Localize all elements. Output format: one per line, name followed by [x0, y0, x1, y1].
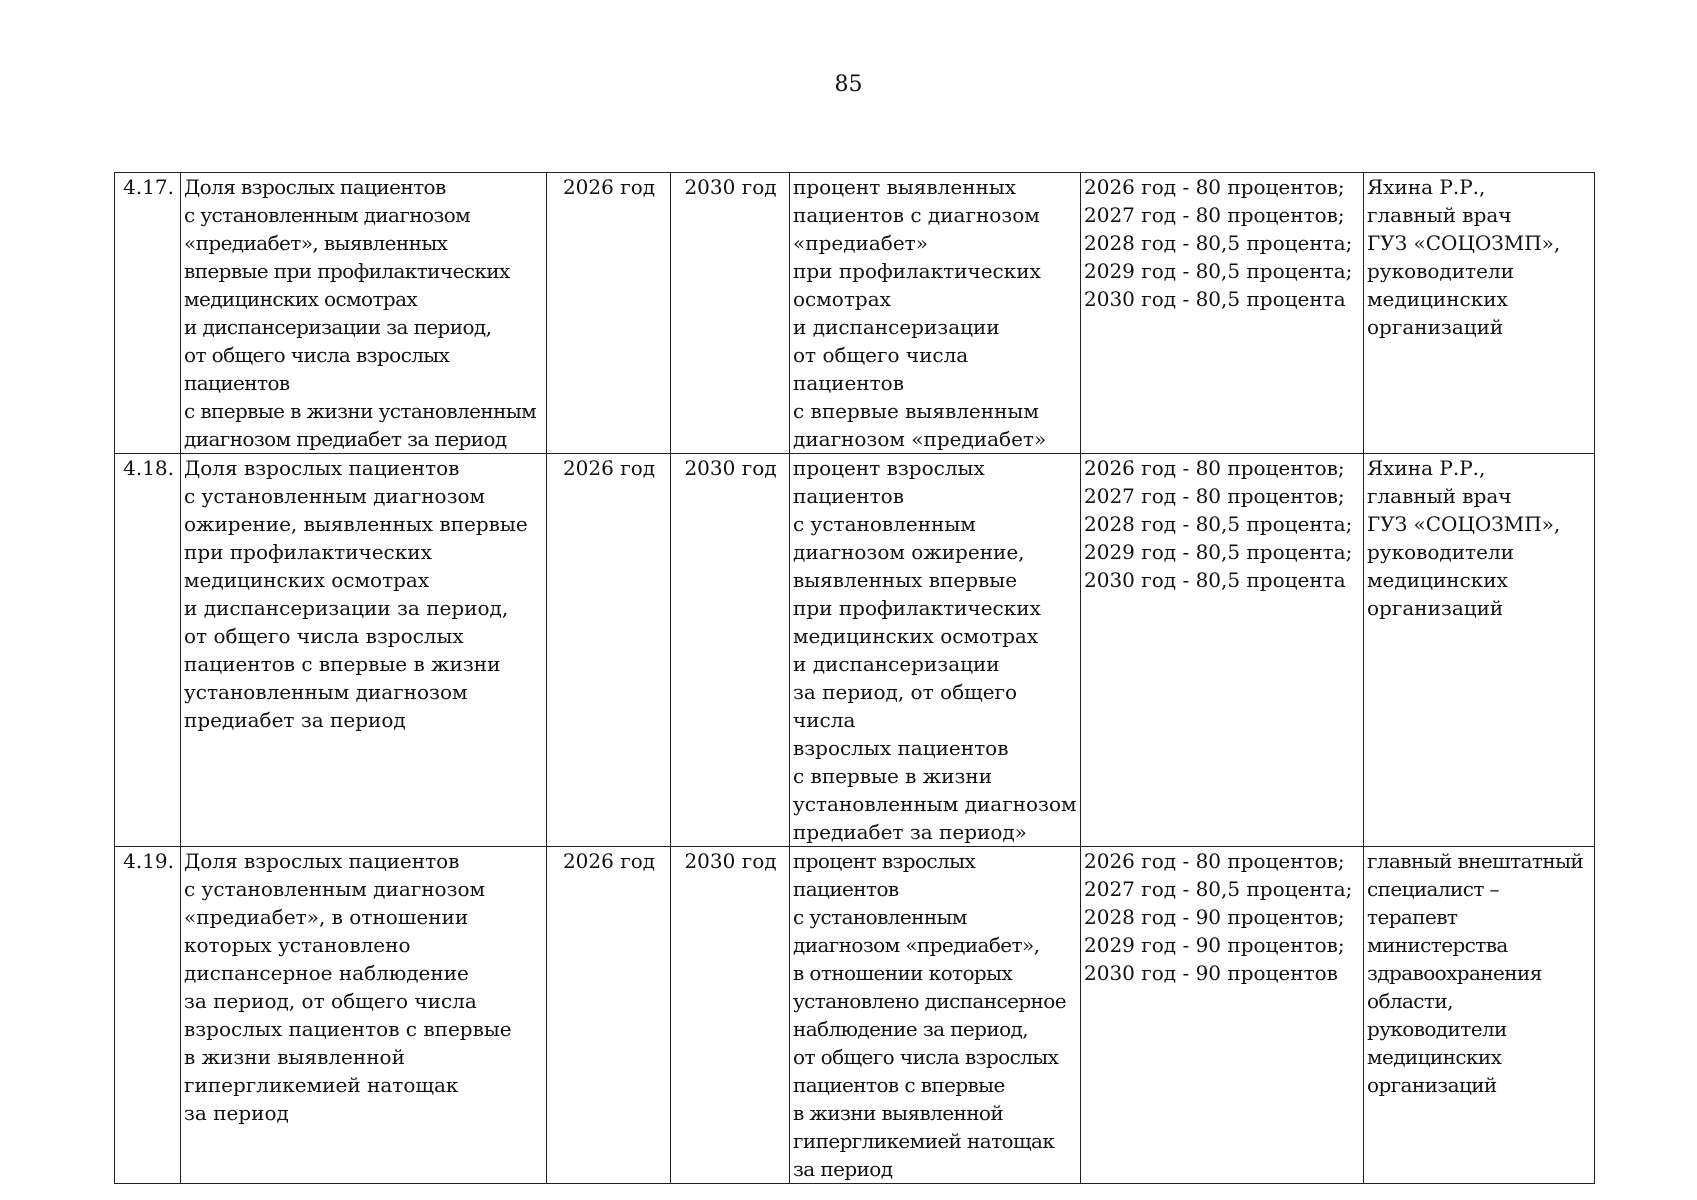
- targets-cell: 2026 год - 80 процентов; 2027 год - 80 процентов; 2028 год - 80,5 процента; 2029 год - 80,5 процента; 2030 год - 80,5 процента: [1081, 173, 1364, 454]
- table-row: [115, 847, 1595, 1184]
- start-year-cell: 2026 год: [547, 847, 671, 1184]
- end-year-cell: 2030 год: [671, 173, 790, 454]
- measure-name-cell: Доля взрослых пациентов с установленным диагнозом ожирение, выявленных впервые при профилактических медицинских осмотрах и диспансеризации за период, от общего числа взрослых пациентов с впервые в жизни установленным диагнозом предиабет за период: [181, 454, 547, 847]
- indicator-cell: процент выявленных пациентов с диагнозом «предиабет» при профилактических осмотрах и диспансеризации от общего числа пациентов с впервые выявленным диагнозом «предиабет»: [790, 173, 1081, 454]
- table-row: [115, 454, 1595, 847]
- start-year-cell: 2026 год: [547, 454, 671, 847]
- table-row: [115, 173, 1595, 454]
- end-year-cell: 2030 год: [671, 847, 790, 1184]
- row-number-cell: 4.19.: [115, 847, 181, 1184]
- measures-table: [114, 172, 1595, 1184]
- row-number-cell: 4.17.: [115, 173, 181, 454]
- measure-name-cell: Доля взрослых пациентов с установленным диагнозом «предиабет», в отношении которых установлено диспансерное наблюдение за период, от общего числа взрослых пациентов с впервые в жизни выявленной гипергликемией натощак за период: [181, 847, 547, 1184]
- responsible-cell: главный внештатный специалист – терапевт министерства здравоохранения области, руководители медицинских организаций: [1364, 847, 1595, 1184]
- end-year-cell: 2030 год: [671, 454, 790, 847]
- measure-name-cell: Доля взрослых пациентов с установленным диагнозом «предиабет», выявленных впервые при профилактических медицинских осмотрах и диспансеризации за период, от общего числа взрослых пациентов с впервые в жизни установленным диагнозом предиабет за период: [181, 173, 547, 454]
- targets-cell: 2026 год - 80 процентов; 2027 год - 80 процентов; 2028 год - 80,5 процента; 2029 год - 80,5 процента; 2030 год - 80,5 процента: [1081, 454, 1364, 847]
- responsible-cell: Яхина Р.Р., главный врач ГУЗ «СОЦОЗМП», руководители медицинских организаций: [1364, 454, 1595, 847]
- targets-cell: 2026 год - 80 процентов; 2027 год - 80,5 процента; 2028 год - 90 процентов; 2029 год - 90 процентов; 2030 год - 90 процентов: [1081, 847, 1364, 1184]
- indicator-cell: процент взрослых пациентов с установленным диагнозом ожирение, выявленных впервые при профилактических медицинских осмотрах и диспансеризации за период, от общего числа взрослых пациентов с впервые в жизни установленным диагнозом предиабет за период»: [790, 454, 1081, 847]
- page-number: 85: [834, 72, 863, 97]
- row-number-cell: 4.18.: [115, 454, 181, 847]
- responsible-cell: Яхина Р.Р., главный врач ГУЗ «СОЦОЗМП», руководители медицинских организаций: [1364, 173, 1595, 454]
- start-year-cell: 2026 год: [547, 173, 671, 454]
- indicator-cell: процент взрослых пациентов с установленным диагнозом «предиабет», в отношении которых установлено диспансерное наблюдение за период, от общего числа взрослых пациентов с впервые в жизни выявленной гипергликемией натощак за период: [790, 847, 1081, 1184]
